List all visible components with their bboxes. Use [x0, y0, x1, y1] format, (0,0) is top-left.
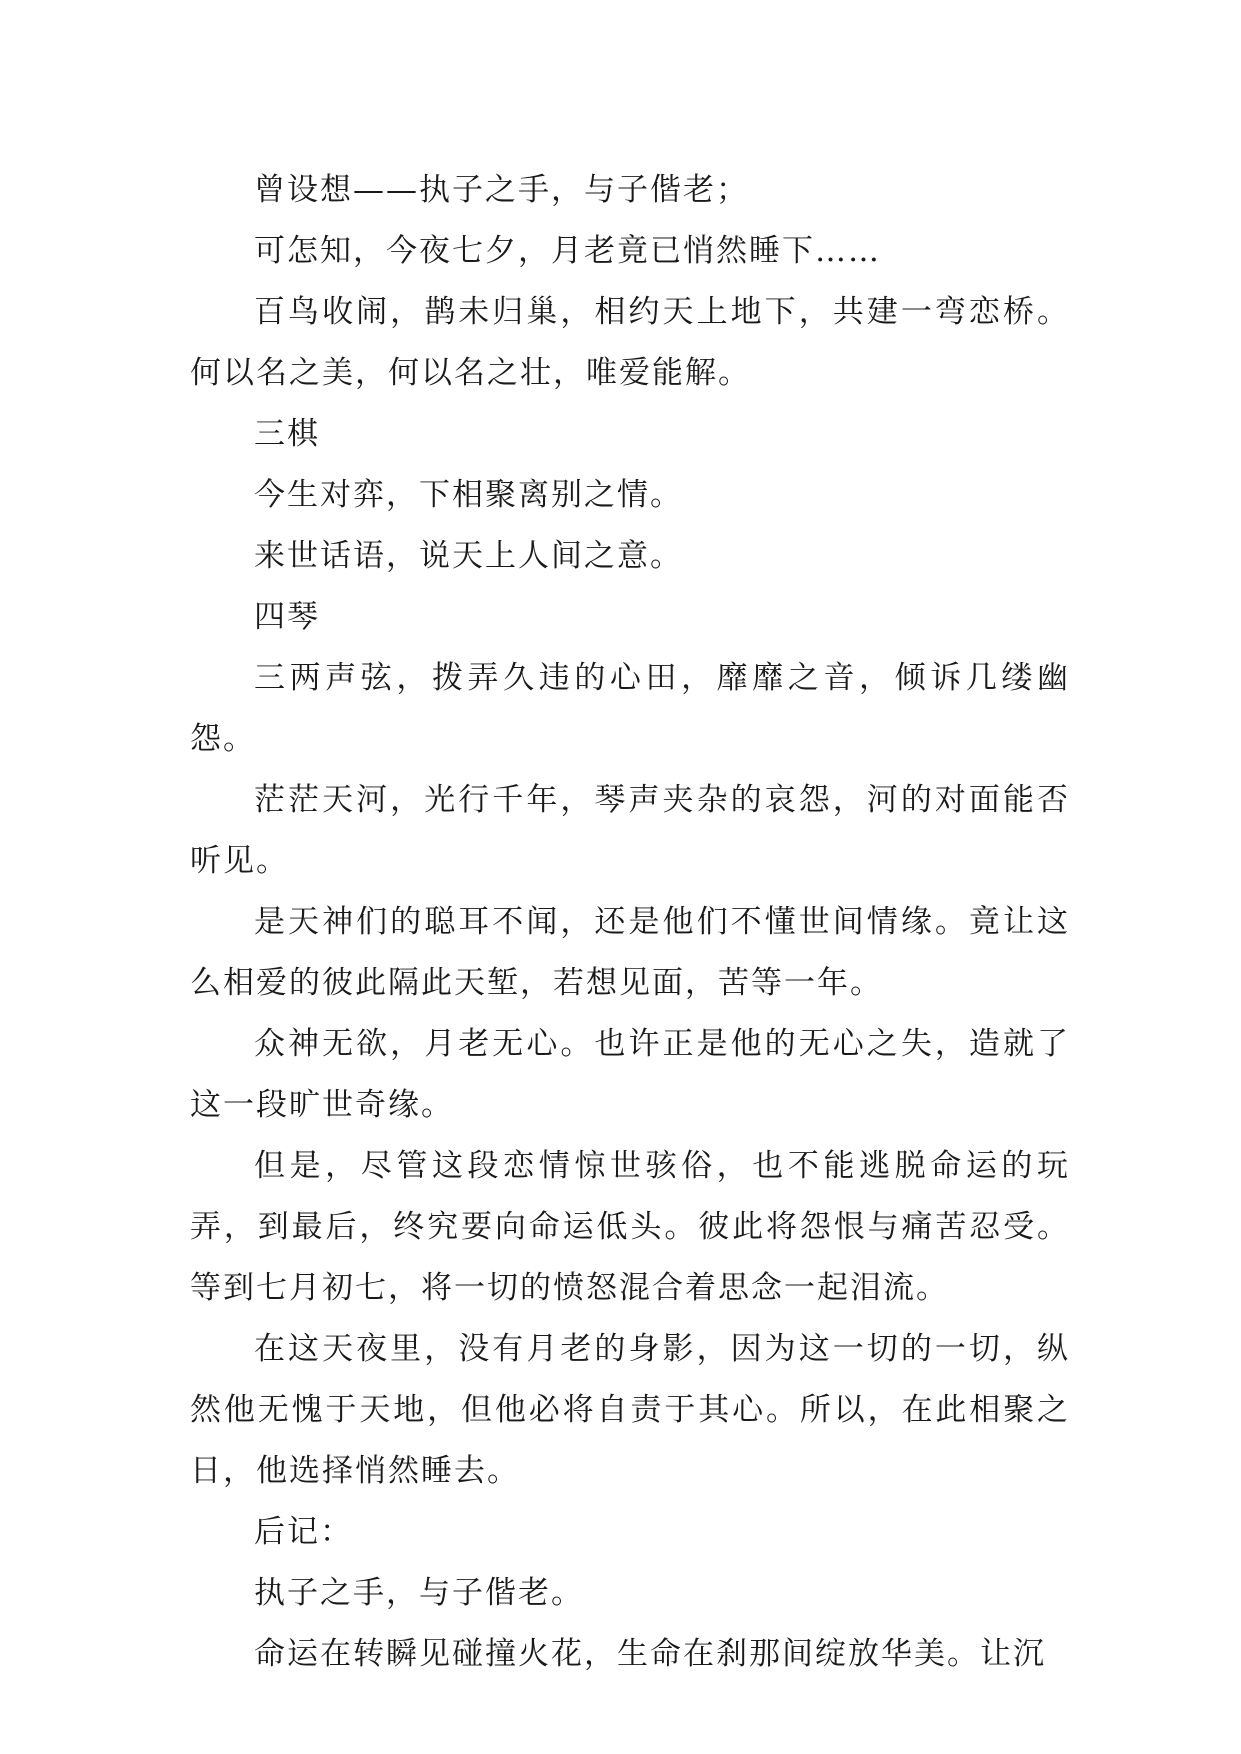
paragraph: 可怎知，今夜七夕，月老竟已悄然睡下…… [254, 233, 881, 269]
section-heading: 四琴 [254, 599, 320, 635]
document-body [190, 160, 1070, 1685]
paragraph: 茫茫天河，光行千年，琴声夹杂的哀怨，河的对面能否听见。 [190, 782, 1070, 879]
paragraph: 但是，尽管这段恋情惊世骇俗，也不能逃脱命运的玩弄，到最后，终究要向命运低头。彼此将怨恨与痛苦忍受。等到七月初七，将一切的愤怒混合着思念一起泪流。 [190, 1148, 1070, 1306]
paragraph: 众神无欲，月老无心。也许正是他的无心之失，造就了这一段旷世奇缘。 [190, 1026, 1070, 1123]
paragraph: 今生对弈，下相聚离别之情。 [254, 477, 683, 513]
paragraph: 在这天夜里，没有月老的身影，因为这一切的一切，纵然他无愧于天地，但他必将自责于其心。所以，在此相聚之日，他选择悄然睡去。 [190, 1331, 1070, 1489]
paragraph: 执子之手，与子偕老。 [254, 1575, 584, 1611]
paragraph: 百鸟收闹，鹊未归巢，相约天上地下，共建一弯恋桥。何以名之美，何以名之壮，唯爱能解。 [190, 294, 1070, 391]
section-heading: 三棋 [254, 416, 320, 452]
section-heading: 后记： [254, 1514, 353, 1550]
paragraph: 是天神们的聪耳不闻，还是他们不懂世间情缘。竟让这么相爱的彼此隔此天堑，若想见面，苦等一年。 [190, 904, 1070, 1001]
paragraph: 命运在转瞬见碰撞火花，生命在刹那间绽放华美。让沉 [254, 1636, 1046, 1672]
paragraph: 三两声弦，拨弄久违的心田，靡靡之音，倾诉几缕幽怨。 [190, 660, 1070, 757]
paragraph: 来世话语，说天上人间之意。 [254, 538, 683, 574]
paragraph: 曾设想——执子之手，与子偕老； [254, 172, 749, 208]
